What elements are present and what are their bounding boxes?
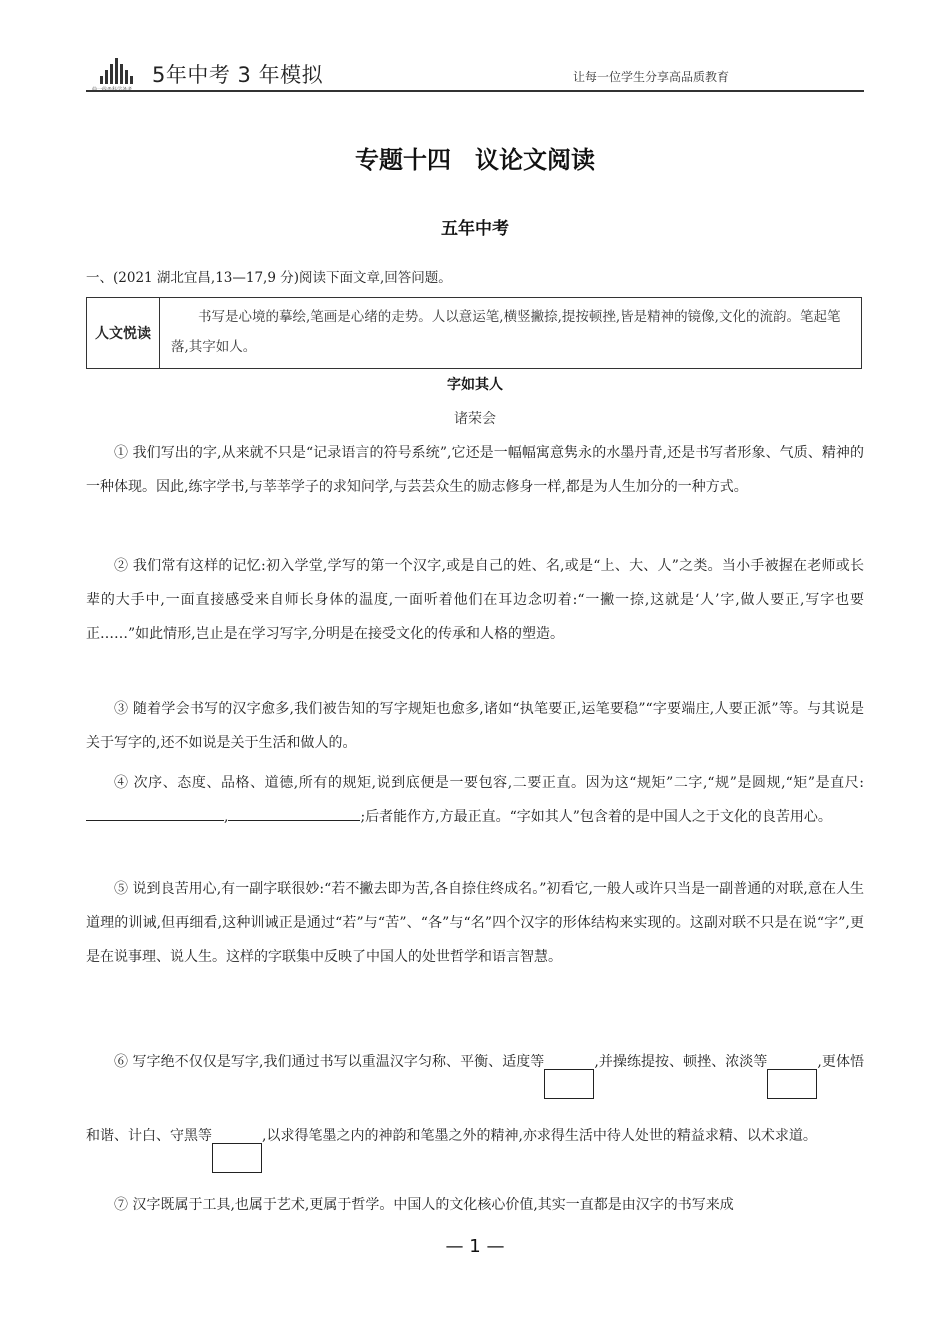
answer-blank-2[interactable] (228, 806, 360, 821)
reading-note-box (86, 297, 862, 369)
box-label: 人文悦读 (87, 298, 160, 368)
paragraph-4 (86, 766, 864, 834)
paragraph-2: ② 我们常有这样的记忆:初入学堂,学写的第一个汉字,或是自己的姓、名,或是“上、大、人”之类。当小手被握在老师或长辈的大手中,一面直接感受来自师长身体的温度,一面听着他们在耳边念叨着:“一撇一捺,这就是‘人’字,做人要正,写字也要正……”如此情形,岂止是在学习写字,分明是在接受文化的传承和人格的塑造。 (86, 558, 864, 642)
article-title: 字如其人 (447, 377, 503, 393)
paragraph-3: ③ 随着学会书写的汉字愈多,我们被告知的写字规矩也愈多,诸如“执笔要正,运笔要稳”“字要端庄,人要正派”等。与其说是关于写字的,还不如说是关于生活和做人的。 (86, 701, 864, 751)
logo-subtext: 曲一线®科学备考 (92, 87, 133, 93)
paragraph-4-separator: , (224, 809, 229, 825)
article-author: 诸荣会 (454, 411, 496, 427)
paragraph-6-part-2: ,并操练提按、顿挫、浓淡等 (594, 1054, 768, 1070)
page-title: 专题十四 议论文阅读 (355, 146, 595, 174)
paragraph-6-part-1: ⑥ 写字绝不仅仅是写字,我们通过书写以重温汉字匀称、平衡、适度等 (114, 1054, 545, 1070)
publisher-logo (100, 58, 134, 84)
paragraph-6-part-4: ,以求得笔墨之内的神韵和笔墨之外的精神,亦求得生活中待人处世的精益求精、以术求道。 (262, 1128, 817, 1144)
paragraph-6-part-3: ,更体悟和谐、计白、守黑等 (86, 1054, 864, 1144)
paragraph-1: ① 我们写出的字,从来就不只是“记录语言的符号系统”,它还是一幅幅寓意隽永的水墨丹青,还是书写者形象、气质、精神的一种体现。因此,练字学书,与莘莘学子的求知问学,与芸芸众生的励志修身一样,都是为人生加分的一种方式。 (86, 445, 864, 495)
page-number: — 1 — (445, 1236, 505, 1257)
paragraph-4-part-2: ;后者能作方,方最正直。“字如其人”包含着的是中国人之于文化的良苦用心。 (360, 809, 832, 825)
section-subtitle: 五年中考 (441, 219, 509, 239)
paragraph-6 (86, 1025, 864, 1173)
answer-box-2[interactable] (767, 1069, 817, 1099)
header-slogan: 让每一位学生分享高品质教育 (572, 70, 729, 84)
brand-name: 5年中考 3 年模拟 (152, 63, 324, 87)
paragraph-7: ⑦ 汉字既属于工具,也属于艺术,更属于哲学。中国人的文化核心价值,其实一直都是由汉字的书写来成 (114, 1197, 734, 1213)
paragraph-4-part-1: ④ 次序、态度、品格、道德,所有的规矩,说到底便是一要包容,二要正直。因为这“规矩”二字,“规”是圆规,“矩”是直尺: (114, 775, 864, 791)
header-divider (86, 90, 864, 92)
answer-box-3[interactable] (212, 1143, 262, 1173)
answer-box-1[interactable] (544, 1069, 594, 1099)
box-text: 书写是心境的摹绘,笔画是心绪的走势。人以意运笔,横竖撇捺,提按顿挫,皆是精神的镜像,文化的流韵。笔起笔落,其字如人。 (171, 309, 841, 355)
question-heading: 一、(2021 湖北宜昌,13—17,9 分)阅读下面文章,回答问题。 (86, 270, 452, 286)
paragraph-5: ⑤ 说到良苦用心,有一副字联很妙:“若不撇去即为苦,各自捺住终成名。”初看它,一般人或许只当是一副普通的对联,意在人生道理的训诫,但再细看,这种训诫正是通过“若”与“苦”、“各”与“名”四个汉字的形体结构来实现的。这副对联不只是在说“字”,更是在说事理、说人生。这样的字联集中反映了中国人的处世哲学和语言智慧。 (86, 881, 864, 965)
answer-blank-1[interactable] (86, 806, 224, 821)
page-header (86, 55, 864, 93)
